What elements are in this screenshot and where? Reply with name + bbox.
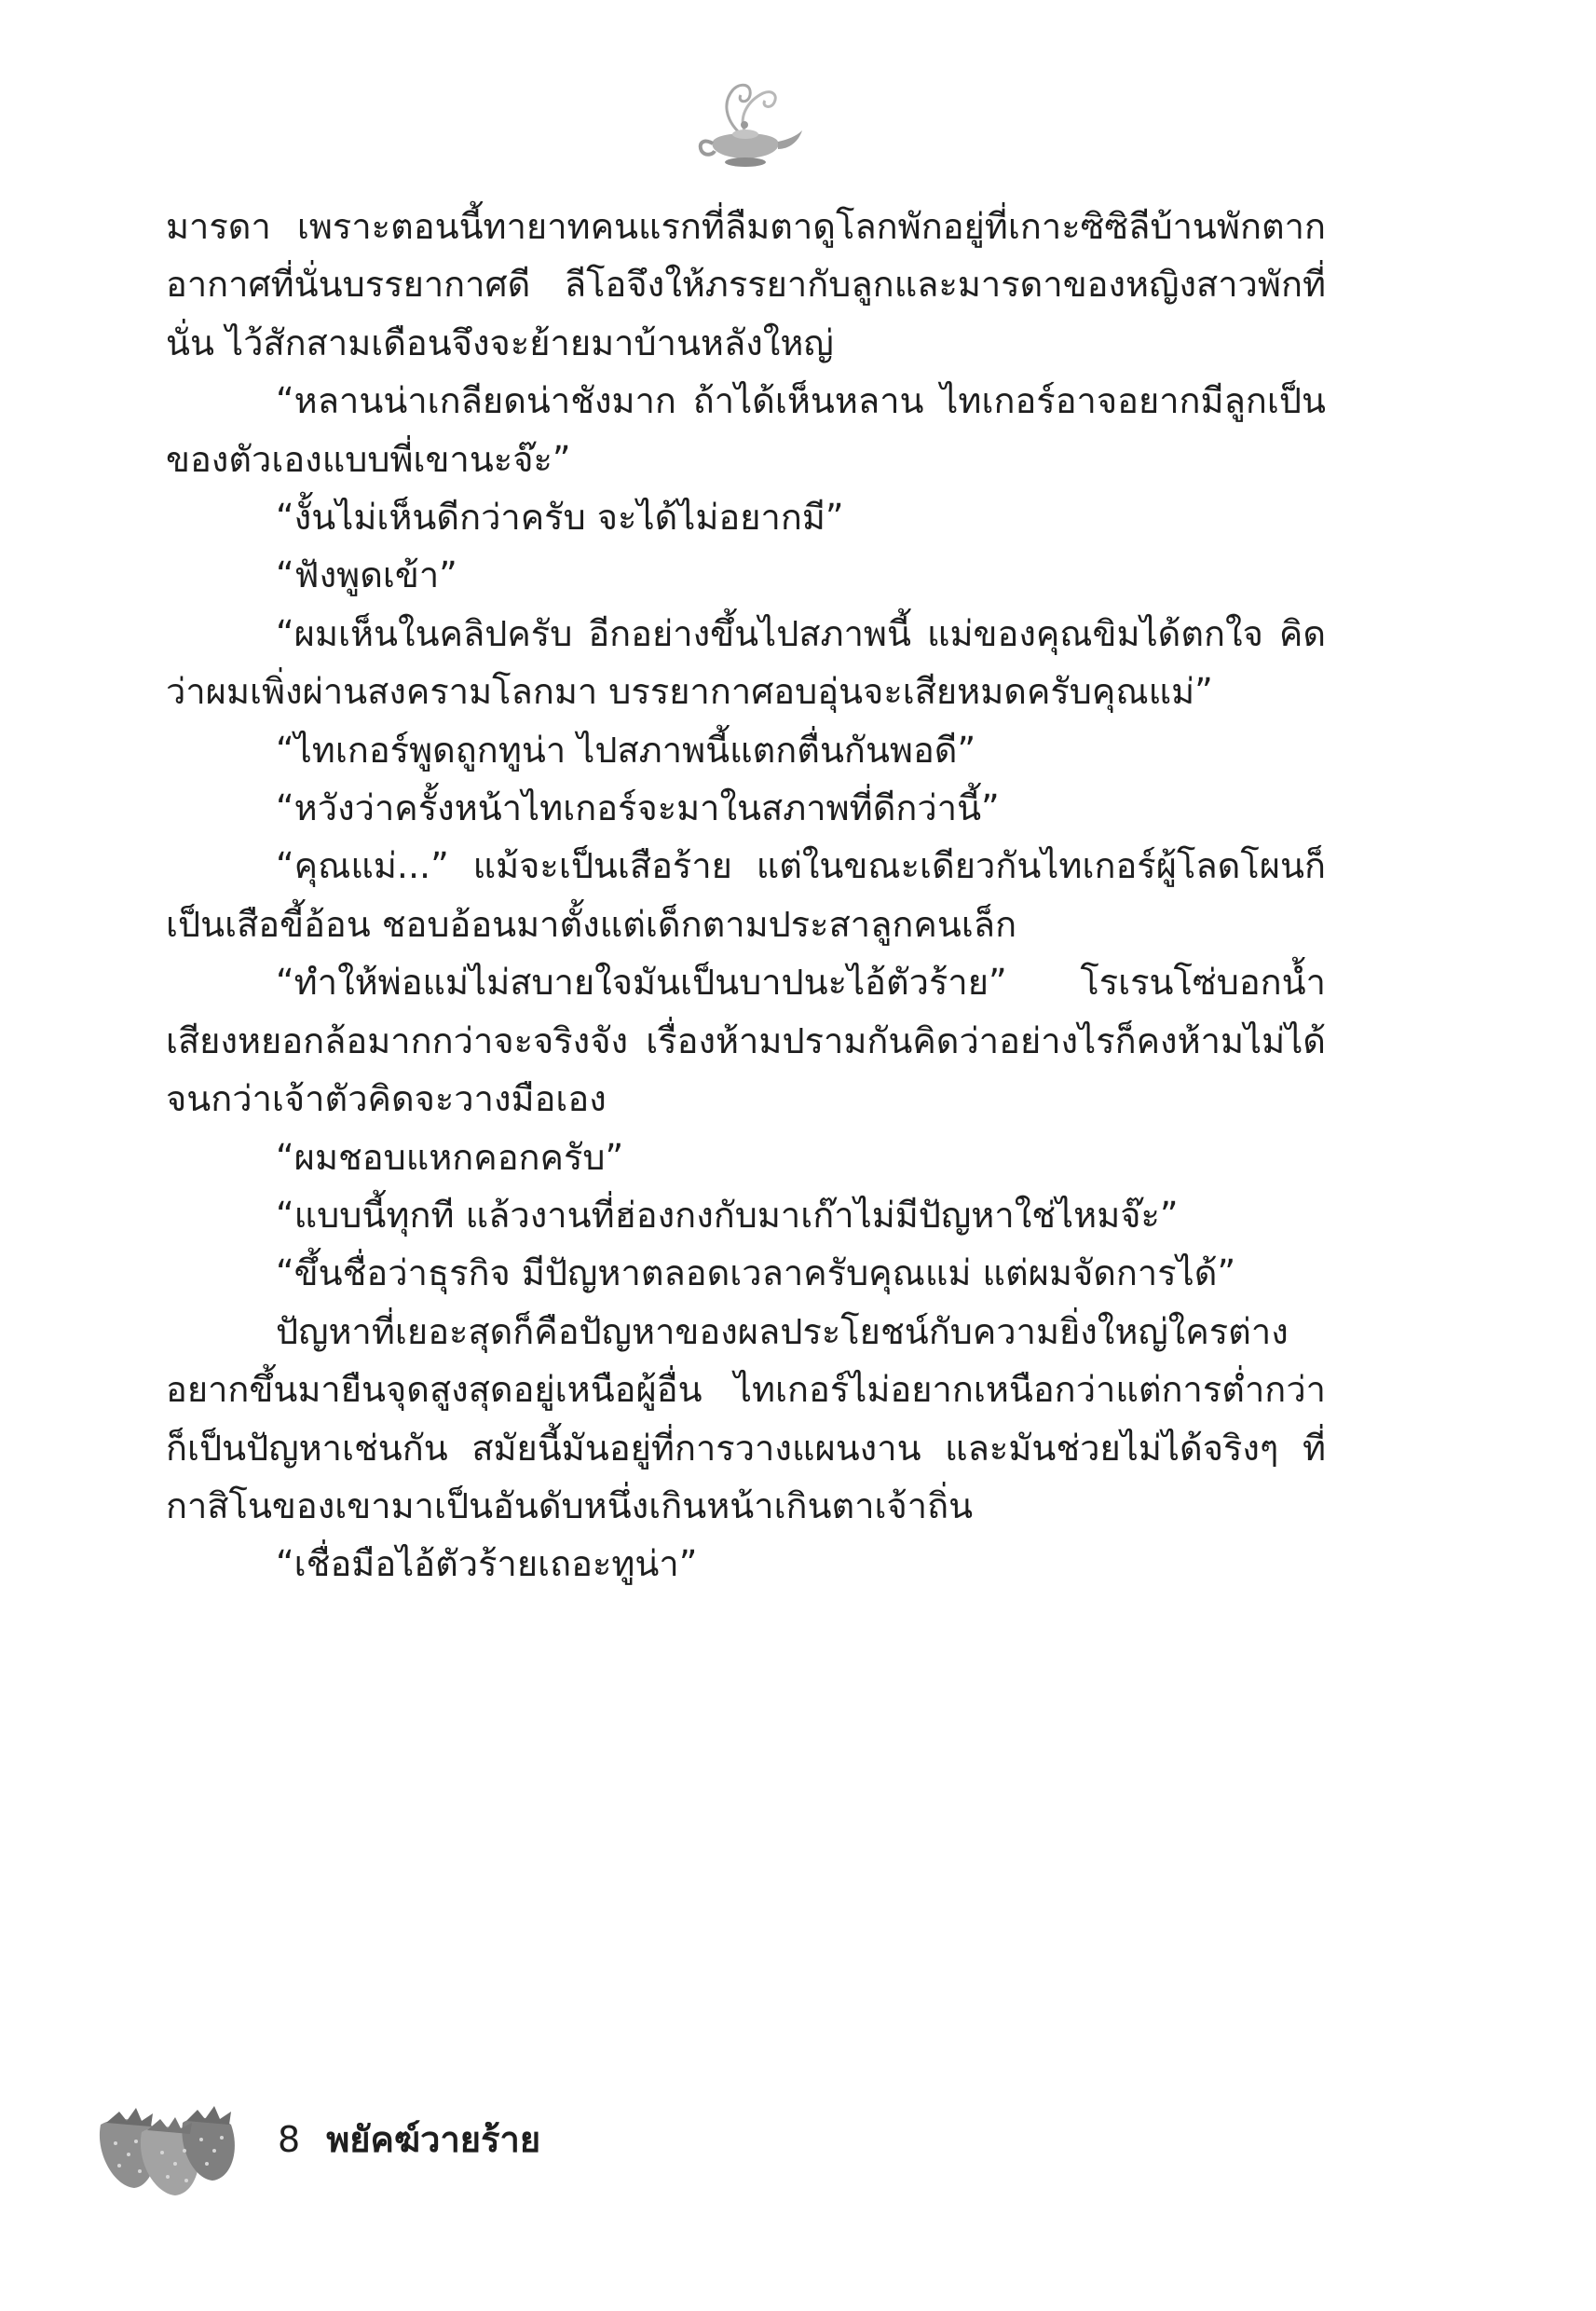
paragraph: “ผมชอบแหกคอกครับ” <box>276 1136 624 1178</box>
paragraph: “ฟังพูดเข้า” <box>276 554 457 596</box>
strawberries-icon <box>82 2097 250 2199</box>
paragraph: “ขึ้นชื่อว่าธุรกิจ มีปัญหาตลอดเวลาครับคุณแม่ แต่ผมจัดการได้” <box>276 1252 1236 1294</box>
paragraph: “ไทเกอร์พูดถูกทูน่า ไปสภาพนี้แตกตื่นกันพอดี” <box>276 729 976 771</box>
genie-lamp-icon <box>685 75 806 168</box>
page-number: 8 <box>278 2119 301 2160</box>
paragraph: มารดา เพราะตอนนี้ทายาทคนแรกที่ลืมตาดูโลกพักอยู่ที่เกาะซิซิลีบ้านพักตากอากาศที่นั่นบรรยากาศดี ลีโอจึงให้ภรรยากับลูกและมารดาของหญิงสาวพักที่นั่น ไว้สักสามเดือนจึงจะย้ายมาบ้านหลังใหญ่ <box>166 206 1326 363</box>
paragraph: “คุณแม่...” แม้จะเป็นเสือร้าย แต่ในขณะเดียวกันไทเกอร์ผู้โลดโผนก็เป็นเสือขี้อ้อน ชอบอ้อนมาตั้งแต่เด็กตามประสาลูกคนเล็ก <box>166 845 1326 945</box>
paragraph: ปัญหาที่เยอะสุดก็คือปัญหาของผลประโยชน์กับความยิ่งใหญ่ใครต่างอยากขึ้นมายืนจุดสูงสุดอยู่เหนือผู้อื่น ไทเกอร์ไม่อยากเหนือกว่าแต่การต่ำกว่าก็เป็นปัญหาเช่นกัน สมัยนี้มันอยู่ที่การวางแผนงาน และมันช่วยไม่ได้จริงๆ ที่กาสิโนของเขามาเป็นอันดับหนึ่งเกินหน้าเกินตาเจ้าถิ่น <box>166 1310 1326 1526</box>
paragraph: “หวังว่าครั้งหน้าไทเกอร์จะมาในสภาพที่ดีกว่านี้” <box>276 787 1000 829</box>
paragraph: “งั้นไม่เห็นดีกว่าครับ จะได้ไม่อยากมี” <box>276 497 844 539</box>
page-footer <box>278 2113 540 2166</box>
book-title: พยัคฆ์วายร้าย <box>326 2119 541 2160</box>
paragraph: “หลานน่าเกลียดน่าชังมาก ถ้าได้เห็นหลาน ไทเกอร์อาจอยากมีลูกเป็นของตัวเองแบบพี่เขานะจ๊ะ” <box>166 380 1326 480</box>
paragraph: “ผมเห็นในคลิปครับ อีกอย่างขึ้นไปสภาพนี้ แม่ของคุณขิมได้ตกใจ คิดว่าผมเพิ่งผ่านสงครามโลกมา บรรยากาศอบอุ่นจะเสียหมดครับคุณแม่” <box>166 612 1326 713</box>
paragraph: “เชื่อมือไอ้ตัวร้ายเถอะทูน่า” <box>276 1543 698 1585</box>
paragraph: “ทำให้พ่อแม่ไม่สบายใจมันเป็นบาปนะไอ้ตัวร้าย” โรเรนโซ่บอกน้ำเสียงหยอกล้อมากกว่าจะจริงจัง เรื่องห้ามปรามกันคิดว่าอย่างไรก็คงห้ามไม่ได้จนกว่าเจ้าตัวคิดจะวางมือเอง <box>166 962 1326 1120</box>
body-text <box>166 198 1326 1593</box>
paragraph: “แบบนี้ทุกที แล้วงานที่ฮ่องกงกับมาเก๊าไม่มีปัญหาใช่ไหมจ๊ะ” <box>276 1194 1179 1236</box>
